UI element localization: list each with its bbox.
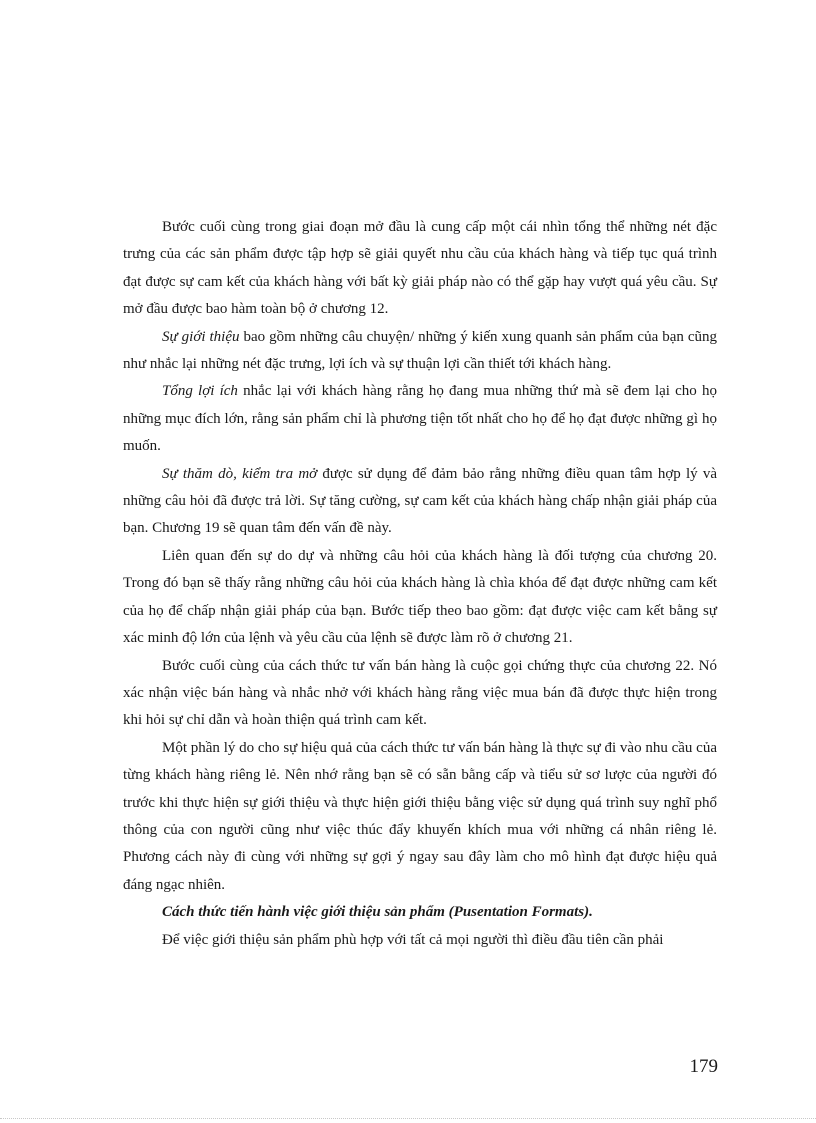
page-number: 179 [689, 1056, 718, 1077]
paragraph-text: Liên quan đến sự do dự và những câu hỏi của khách hàng là đối tượng của chương 20. Trong đó bạn sẽ thấy rằng những câu hỏi của khách hàng là chìa khóa để đạt được những cam kết của họ để chấp nhận giải pháp của bạn. Bước tiếp theo bao gồm: đạt được việc cam kết bằng sự xác minh độ lớn của lệnh và yêu cầu của lệnh sẽ được làm rõ ở chương 21. [123, 547, 717, 647]
paragraph-lead-term: Sự giới thiệu [162, 328, 240, 345]
paragraph-text: bao gồm những câu chuyện/ những ý kiến xung quanh sản phẩm của bạn cũng như nhắc lại những nét đặc trưng, lợi ích và sự thuận lợi cần thiết tới khách hàng. [123, 328, 717, 373]
paragraph-closing [123, 927, 717, 954]
paragraph-lead-term: Tổng lợi ích [162, 383, 238, 400]
paragraph-total-benefits [123, 378, 717, 460]
paragraph-text: Bước cuối cùng của cách thức tư vấn bán hàng là cuộc gọi chứng thực của chương 22. Nó xác nhận việc bán hàng và nhắc nhở với khách hàng rằng việc mua bán đã được thực hiện trong khi hỏi sự chỉ dẫn và hoàn thiện quá trình cam kết. [123, 657, 717, 729]
paragraph-text: Một phần lý do cho sự hiệu quả của cách thức tư vấn bán hàng là thực sự đi vào nhu cầu của từng khách hàng riêng lẻ. Nên nhớ rằng bạn sẽ có sẵn bằng cấp và tiểu sử sơ lược của người đó trước khi thực hiện sự giới thiệu và thực hiện giới thiệu bằng việc sử dụng quá trình suy nghĩ phổ thông của con người cũng như việc thúc đẩy khuyến khích mua với những cá nhân riêng lẻ. Phương cách này đi cùng với những sự gợi ý ngay sau đây làm cho mô hình đạt được hiệu quả đáng ngạc nhiên. [123, 739, 717, 893]
paragraph-text: Bước cuối cùng trong giai đoạn mở đầu là cung cấp một cái nhìn tổng thể những nét đặc trưng của các sản phẩm được tập hợp sẽ giải quyết nhu cầu của khách hàng và tiếp tục quá trình đạt được sự cam kết của khách hàng với bất kỳ giải pháp nào có thể gặp hay vượt quá yêu cầu. Sự mở đầu được bao hàm toàn bộ ở chương 12. [123, 219, 717, 318]
paragraph-opening-overview [123, 214, 717, 324]
paragraph-introduction [123, 324, 717, 379]
paragraph-lead-term: Sự thăm dò, kiểm tra mở [162, 465, 318, 482]
paragraph-text: được sử dụng để đảm bảo rằng những điều quan tâm hợp lý và những câu hỏi đã được trả lời. Sự tăng cường, sự cam kết của khách hàng chấp nhận giải pháp của bạn. Chương 19 sẽ quan tâm đến vấn đề này. [123, 465, 718, 537]
body-text [123, 214, 717, 954]
paragraph-open-probing [123, 461, 717, 543]
footer-divider [0, 1118, 816, 1119]
paragraph-text: Để việc giới thiệu sản phẩm phù hợp với tất cả mọi người thì điều đầu tiên cần phải [162, 931, 664, 948]
section-heading: Cách thức tiến hành việc giới thiệu sản phẩm (Pusentation Formats). [162, 904, 593, 921]
paragraph-text: nhắc lại với khách hàng rằng họ đang mua những thứ mà sẽ đem lại cho họ những mục đích lớn, rằng sản phẩm chỉ là phương tiện tốt nhất cho họ để họ đạt được những gì họ muốn. [123, 383, 717, 455]
paragraph-effectiveness [123, 735, 717, 899]
paragraph-customer-questions [123, 543, 717, 653]
paragraph-confirmation-call [123, 653, 717, 735]
